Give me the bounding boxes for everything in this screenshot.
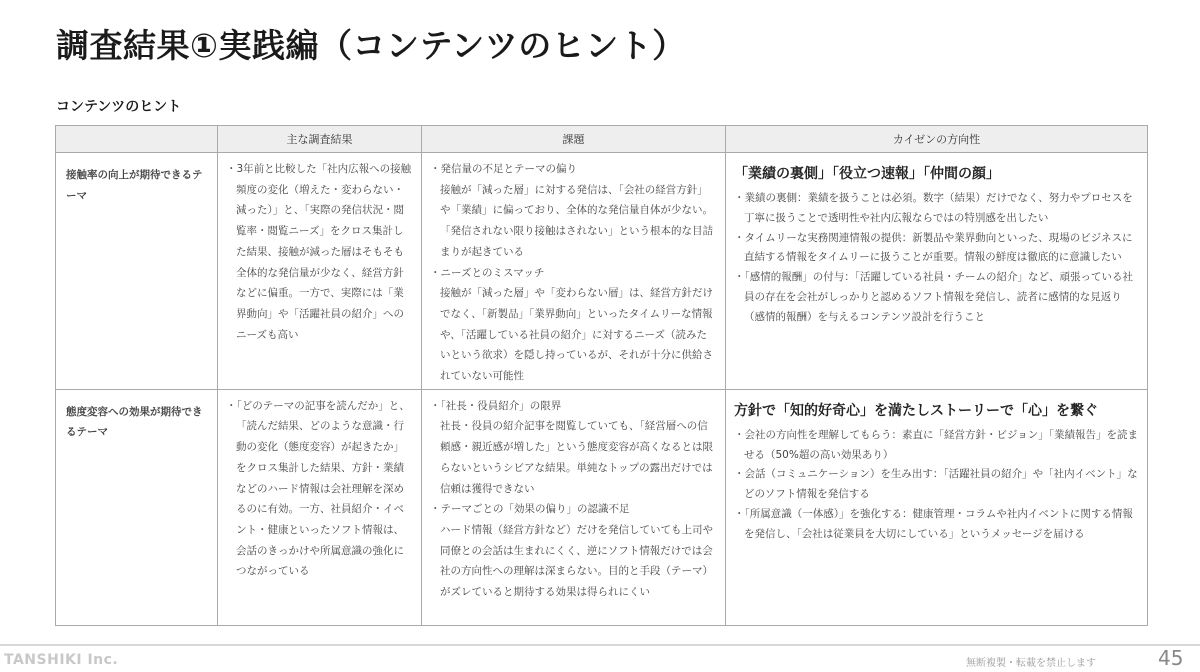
finding-text: ・3年前と比較した「社内広報への接触頻度の変化（増えた・変わらない・減った）」と、「実際の発信状況・閲覧率・閲覧ニーズ」をクロス集計した結果、接触が減った層はそもそも全体的な発信量が少なく、経営方針などに偏重。一方で、実際には「業界動向」や「活躍社員の紹介」へのニーズも高い xyxy=(226,163,412,341)
issue-detail: 接触が「減った層」に対する発信は、「会社の経営方針」や「業績」に偏っており、全体的な発信量自体が少ない。「発信されない限り接触はされない」という根本的な目詰まりが起きている xyxy=(440,183,713,258)
issue-bullet: ・「社長・役員紹介」の限界 xyxy=(430,399,562,412)
page-number: 45 xyxy=(1158,646,1184,670)
issues-cell xyxy=(422,389,726,625)
company-logo: TANSHIKI Inc. xyxy=(4,652,119,668)
issue-bullet: ・ニーズとのミスマッチ xyxy=(430,266,545,279)
direction-item: ・「所属意識（一体感）」を強化する：健康管理・コラムや社内イベントに関する情報を発信し、「会社は従業員を大切にしている」というメッセージを届ける xyxy=(734,507,1133,540)
direction-item: ・会社の方向性を理解してもらう：素直に「経営方針・ビジョン」「業績報告」を読ませる（50%超の高い効果あり） xyxy=(734,428,1139,461)
directions-cell xyxy=(726,153,1148,390)
table-row xyxy=(56,389,1148,625)
footer-divider xyxy=(0,644,1200,646)
findings-cell xyxy=(218,389,422,625)
finding-text: ・「どのテーマの記事を読んだか」と、「読んだ結果、どのような意識・行動の変化（態度変容）が起きたか」をクロス集計した結果、方針・業績などのハード情報は会社理解を深めるのに有効。一方、社員紹介・イベント・健康といったソフト情報は、会話のきっかけや所属意識の強化につながっている xyxy=(226,399,410,578)
directions-cell xyxy=(726,389,1148,625)
row-label: 接触率の向上が期待できるテーマ xyxy=(56,153,218,390)
column-header-findings: 主な調査結果 xyxy=(218,126,422,153)
content-hints-table xyxy=(55,125,1148,626)
column-header-issues: 課題 xyxy=(422,126,726,153)
direction-item: ・業績の裏側：業績を扱うことは必須。数字（結果）だけでなく、努力やプロセスを丁寧に扱うことで透明性や社内広報ならではの特別感を出したい xyxy=(734,192,1133,224)
direction-item: ・会話（コミュニケーション）を生み出す：「活躍社員の紹介」や「社内イベント」などのソフト情報を発信する xyxy=(734,468,1138,501)
section-subtitle: コンテンツのヒント xyxy=(56,99,182,115)
page-title: 調査結果①実践編（コンテンツのヒント） xyxy=(56,26,686,65)
table-header-row xyxy=(56,126,1148,153)
issues-cell xyxy=(422,153,726,390)
column-header-directions: カイゼンの方向性 xyxy=(726,126,1148,153)
findings-cell xyxy=(218,153,422,390)
direction-heading: 「業績の裏側」「役立つ速報」「仲間の顔」 xyxy=(734,166,1000,182)
corner-header-cell xyxy=(56,126,218,153)
direction-item: ・「感情的報酬」の付与：「活躍している社員・チームの紹介」など、頑張っている社員の存在を会社がしっかりと認めるソフト情報を発信し、読者に感情的な見返り（感情的報酬）を与えるコンテンツ設計を行うこと xyxy=(734,271,1133,323)
issue-bullet: ・発信量の不足とテーマの偏り xyxy=(430,163,577,175)
row-label: 態度変容への効果が期待できるテーマ xyxy=(56,389,218,625)
issue-bullet: ・テーマごとの「効果の偏り」の認識不足 xyxy=(430,503,630,516)
direction-item: ・タイムリーな実務関連情報の提供：新製品や業界動向といった、現場のビジネスに直結する情報をタイムリーに扱うことが重要。情報の鮮度は徹底的に意識したい xyxy=(734,231,1133,264)
copyright-notice: 無断複製・転載を禁止します xyxy=(966,658,1096,669)
direction-heading: 方針で「知的好奇心」を満たしストーリーで「心」を繋ぐ xyxy=(734,402,1098,419)
issue-detail: ハード情報（経営方針など）だけを発信していても上司や同僚との会話は生まれにくく、逆にソフト情報だけでは会社の方向性への理解は深まらない。目的と手段（テーマ）がズレていると期待する効果は得られにくい xyxy=(440,523,713,599)
issue-detail: 社長・役員の紹介記事を閲覧していても、「経営層への信頼感・親近感が増した」という態度変容が高くなるとは限らないというシビアな結果。単純なトップの露出だけでは信頼は獲得できない xyxy=(440,420,713,495)
issue-detail: 接触が「減った層」や「変わらない層」は、経営方針だけでなく、「新製品」「業界動向」といったタイムリーな情報や、「活躍している社員の紹介」に対するニーズ（読みたいという欲求）を隠し持っているが、それが十分に供給されていない可能性 xyxy=(440,287,713,383)
table-row xyxy=(56,153,1148,390)
